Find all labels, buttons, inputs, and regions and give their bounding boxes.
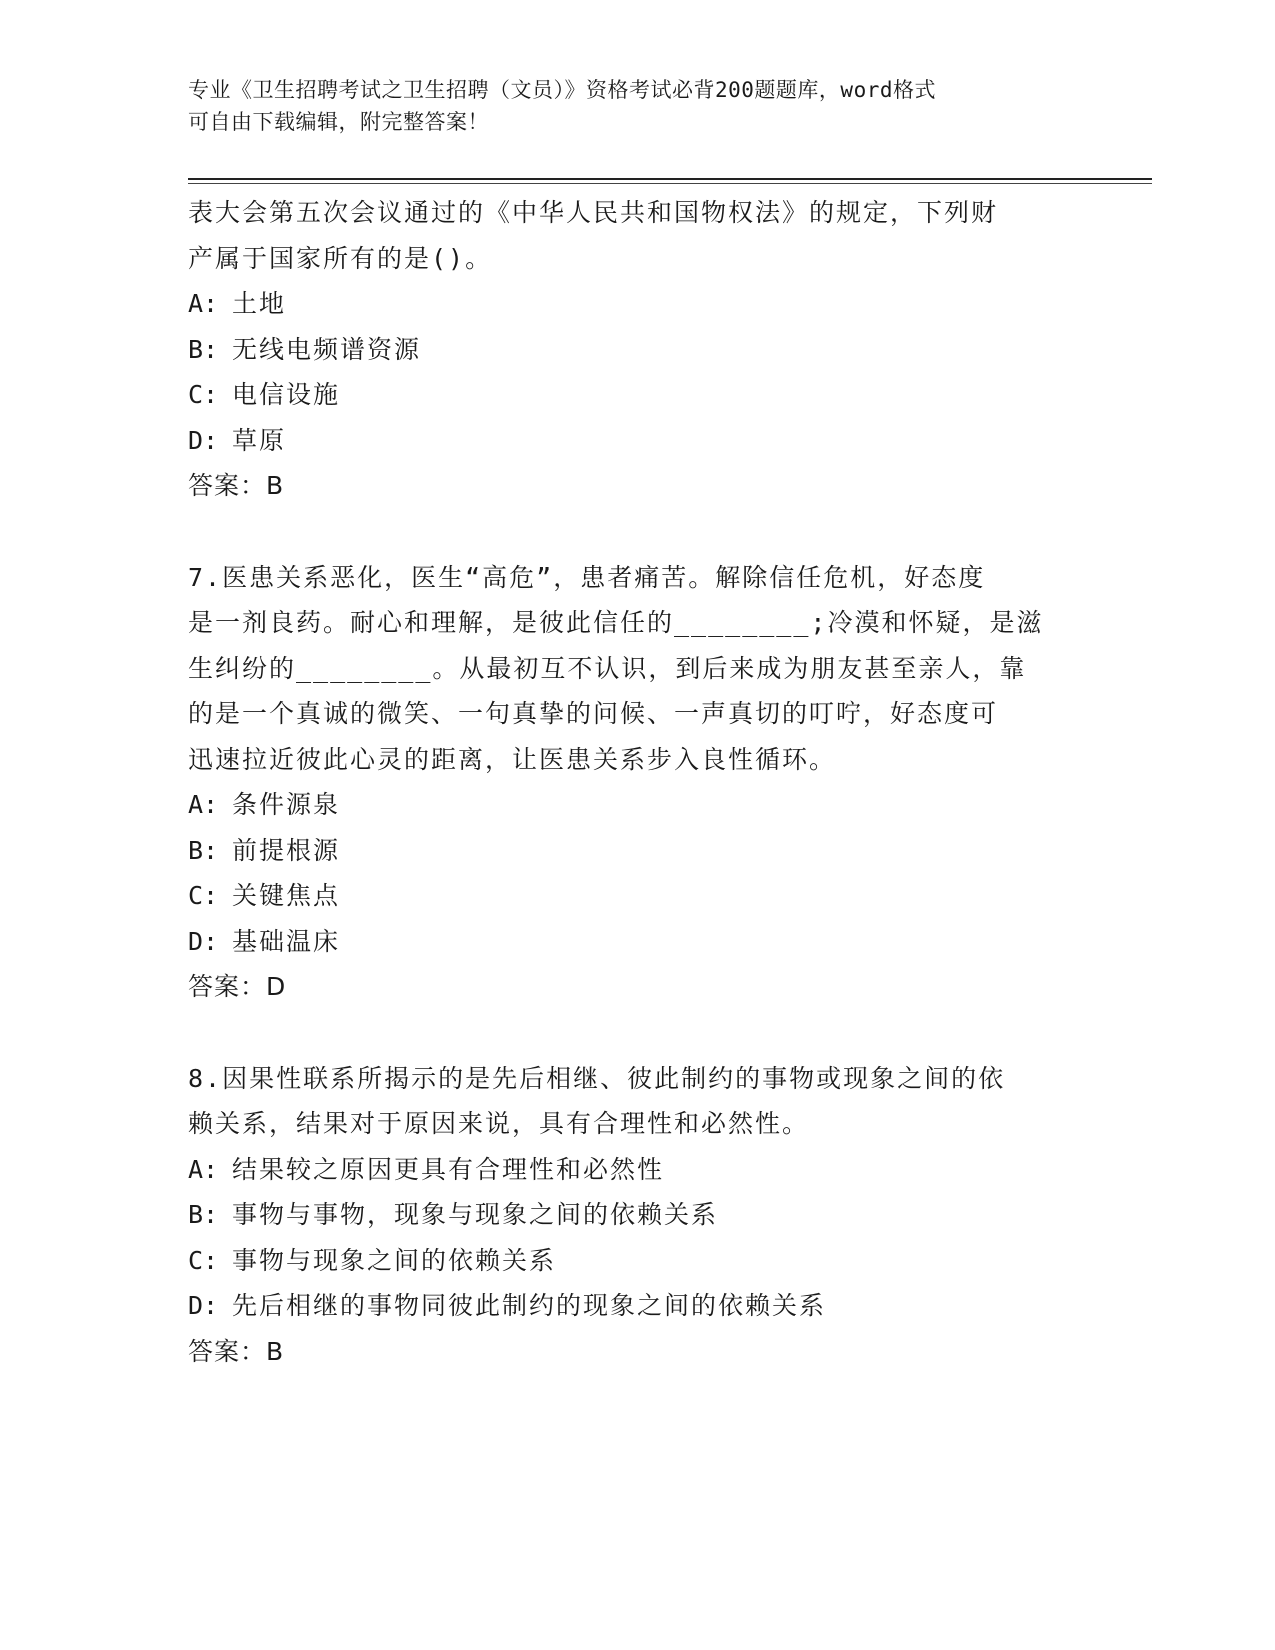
option-d bbox=[188, 418, 1088, 464]
header-line-2: 可自由下载编辑，附完整答案！ bbox=[188, 110, 489, 134]
option-c bbox=[188, 1238, 1088, 1284]
option-text: 前提根源 bbox=[232, 835, 341, 865]
option-key: C: bbox=[188, 881, 219, 910]
option-text: 基础温床 bbox=[232, 926, 341, 956]
option-a bbox=[188, 281, 1088, 327]
question-text-line: 8.因果性联系所揭示的是先后相继、彼此制约的事物或现象之间的依 bbox=[188, 1063, 1006, 1093]
option-text: 先后相继的事物同彼此制约的现象之间的依赖关系 bbox=[232, 1291, 827, 1320]
option-b bbox=[188, 1192, 1088, 1238]
option-a bbox=[188, 1147, 1088, 1193]
option-key: A: bbox=[188, 289, 219, 318]
option-text: 草原 bbox=[232, 425, 287, 455]
option-key: B: bbox=[188, 1200, 219, 1229]
option-key: D: bbox=[188, 425, 219, 455]
question-text-line: 产属于国家所有的是()。 bbox=[188, 243, 493, 273]
option-key: D: bbox=[188, 1291, 219, 1320]
question-text-line: 赖关系，结果对于原因来说，具有合理性和必然性。 bbox=[188, 1109, 810, 1138]
option-d bbox=[188, 1283, 1088, 1329]
question-text-line: 生纠纷的________。从最初互不认识，到后来成为朋友甚至亲人，靠 bbox=[188, 653, 1027, 683]
option-text: 无线电频谱资源 bbox=[232, 334, 422, 364]
option-key: D: bbox=[188, 926, 219, 956]
option-text: 条件源泉 bbox=[232, 790, 341, 819]
answer-line: 答案：D bbox=[188, 972, 287, 1001]
question-text-line: 表大会第五次会议通过的《中华人民共和国物权法》的规定，下列财 bbox=[188, 198, 999, 227]
question-list bbox=[188, 190, 1088, 1420]
option-key: C: bbox=[188, 380, 219, 409]
header-rule-thick bbox=[188, 178, 1152, 180]
question-text-line: 迅速拉近彼此心灵的距离，让医患关系步入良性循环。 bbox=[188, 744, 837, 774]
option-c bbox=[188, 873, 1088, 919]
option-b bbox=[188, 327, 1088, 373]
option-key: A: bbox=[188, 790, 219, 819]
question-text-line: 7.医患关系恶化，医生“高危”，患者痛苦。解除信任危机，好态度 bbox=[188, 562, 986, 592]
option-text: 事物与事物，现象与现象之间的依赖关系 bbox=[232, 1200, 719, 1229]
answer-line: 答案：B bbox=[188, 471, 285, 500]
header-line-1: 专业《卫生招聘考试之卫生招聘（文员）》资格考试必背200题题库，word格式 bbox=[188, 78, 936, 102]
question-text-line: 是一剂良药。耐心和理解，是彼此信任的________;冷漠和怀疑，是滋 bbox=[188, 608, 1044, 637]
option-b bbox=[188, 828, 1088, 874]
option-a bbox=[188, 782, 1088, 828]
option-key: B: bbox=[188, 835, 219, 865]
option-key: A: bbox=[188, 1154, 219, 1184]
answer-line: 答案：B bbox=[188, 1336, 285, 1366]
option-text: 结果较之原因更具有合理性和必然性 bbox=[232, 1154, 665, 1184]
question-block bbox=[188, 1056, 1088, 1375]
option-text: 电信设施 bbox=[232, 380, 341, 409]
option-key: C: bbox=[188, 1245, 219, 1275]
option-c bbox=[188, 372, 1088, 418]
option-text: 土地 bbox=[232, 289, 287, 318]
option-key: B: bbox=[188, 334, 219, 364]
option-d bbox=[188, 919, 1088, 965]
document-header bbox=[188, 74, 1068, 138]
question-block bbox=[188, 555, 1088, 1010]
option-text: 关键焦点 bbox=[232, 881, 341, 910]
option-text: 事物与现象之间的依赖关系 bbox=[232, 1245, 557, 1275]
question-text-line: 的是一个真诚的微笑、一句真挚的问候、一声真切的叮咛，好态度可 bbox=[188, 699, 999, 728]
question-block bbox=[188, 190, 1088, 509]
header-rule-thin bbox=[188, 183, 1152, 184]
